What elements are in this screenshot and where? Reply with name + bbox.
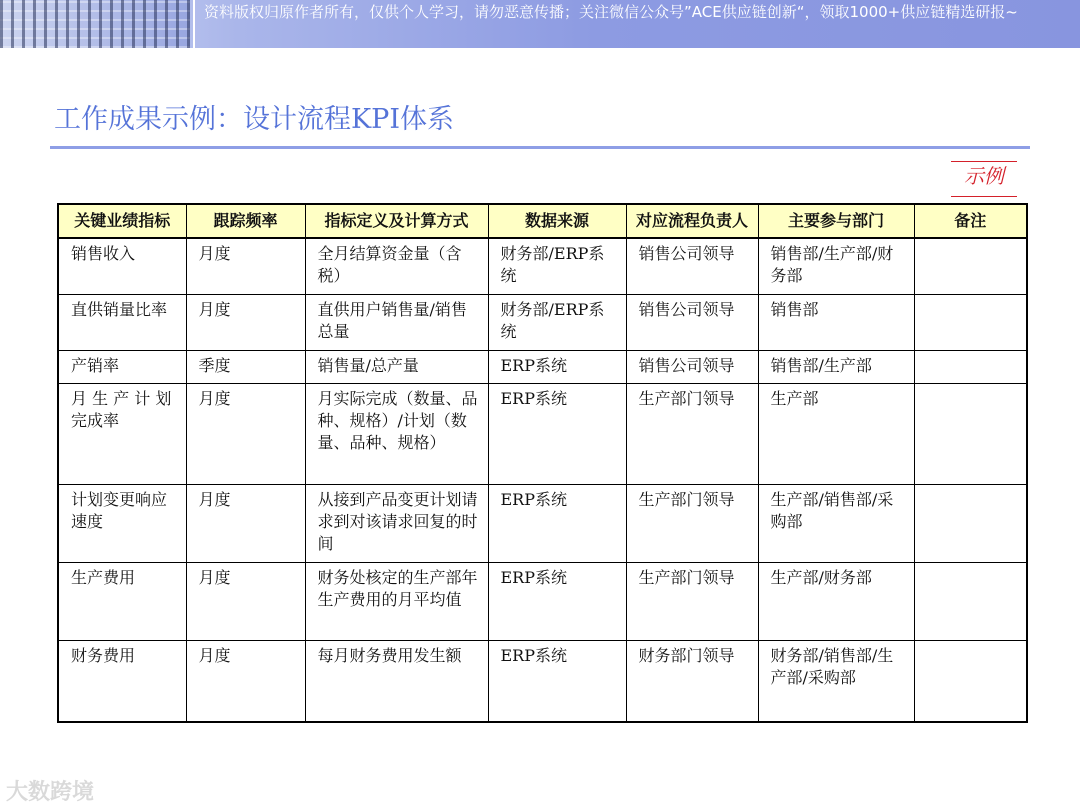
watermark-logo: 大数跨境 [6,780,95,805]
cell-definition: 月实际完成（数量、品种、规格）/计划（数量、品种、规格） [305,383,488,484]
copyright-notice: 资料版权归原作者所有，仅供个人学习，请勿恶意传播；关注微信公众号”ACE供应链创新“，领取1000+供应链精选研报~ [204,3,1018,21]
col-header-frequency: 跟踪频率 [186,204,305,238]
cell-definition: 直供用户销售量/销售总量 [305,294,488,350]
cell-frequency: 月度 [186,562,305,640]
cell-source: ERP系统 [488,383,626,484]
cell-kpi: 财务费用 [58,640,186,722]
cell-owner: 生产部门领导 [626,383,758,484]
table-row [58,350,1027,383]
cell-frequency: 月度 [186,383,305,484]
cell-definition: 财务处核定的生产部年生产费用的月平均值 [305,562,488,640]
cell-source: ERP系统 [488,640,626,722]
cell-owner: 销售公司领导 [626,238,758,294]
table-row [58,383,1027,484]
cell-departments: 生产部 [758,383,914,484]
cell-owner: 生产部门领导 [626,562,758,640]
top-banner [0,0,1080,48]
table-row [58,640,1027,722]
cell-frequency: 月度 [186,484,305,562]
cell-departments: 销售部/生产部 [758,350,914,383]
cell-definition: 全月结算资金量（含税） [305,238,488,294]
cell-owner: 销售公司领导 [626,350,758,383]
cell-definition: 销售量/总产量 [305,350,488,383]
table-row [58,484,1027,562]
cell-source: 财务部/ERP系统 [488,238,626,294]
cell-owner: 销售公司领导 [626,294,758,350]
cell-notes [914,350,1027,383]
cell-departments: 销售部 [758,294,914,350]
table-row [58,238,1027,294]
banner-decoration [0,0,190,48]
kpi-table [57,203,1028,723]
banner-divider [193,0,195,48]
cell-kpi: 产销率 [58,350,186,383]
cell-departments: 生产部/财务部 [758,562,914,640]
cell-notes [914,238,1027,294]
col-header-owner: 对应流程负责人 [626,204,758,238]
cell-frequency: 季度 [186,350,305,383]
cell-kpi: 生产费用 [58,562,186,640]
cell-kpi: 月 生 产 计 划完成率 [58,383,186,484]
col-header-kpi: 关键业绩指标 [58,204,186,238]
cell-notes [914,383,1027,484]
cell-definition: 从接到产品变更计划请求到对该请求回复的时间 [305,484,488,562]
example-tag: 示例 [951,161,1017,197]
cell-kpi: 销售收入 [58,238,186,294]
col-header-definition: 指标定义及计算方式 [305,204,488,238]
table-row [58,562,1027,640]
cell-frequency: 月度 [186,640,305,722]
col-header-departments: 主要参与部门 [758,204,914,238]
cell-notes [914,294,1027,350]
cell-notes [914,562,1027,640]
cell-owner: 财务部门领导 [626,640,758,722]
cell-kpi: 直供销量比率 [58,294,186,350]
cell-source: ERP系统 [488,562,626,640]
col-header-notes: 备注 [914,204,1027,238]
cell-source: ERP系统 [488,484,626,562]
cell-departments: 销售部/生产部/财务部 [758,238,914,294]
cell-definition: 每月财务费用发生额 [305,640,488,722]
table-row [58,294,1027,350]
cell-source: ERP系统 [488,350,626,383]
cell-kpi: 计划变更响应速度 [58,484,186,562]
cell-notes [914,484,1027,562]
cell-notes [914,640,1027,722]
cell-frequency: 月度 [186,294,305,350]
header-row [58,204,1027,238]
cell-owner: 生产部门领导 [626,484,758,562]
title-rule [50,146,1030,149]
cell-frequency: 月度 [186,238,305,294]
cell-departments: 财务部/销售部/生产部/采购部 [758,640,914,722]
cell-departments: 生产部/销售部/采购部 [758,484,914,562]
col-header-source: 数据来源 [488,204,626,238]
cell-source: 财务部/ERP系统 [488,294,626,350]
page-title: 工作成果示例：设计流程KPI体系 [54,104,455,135]
